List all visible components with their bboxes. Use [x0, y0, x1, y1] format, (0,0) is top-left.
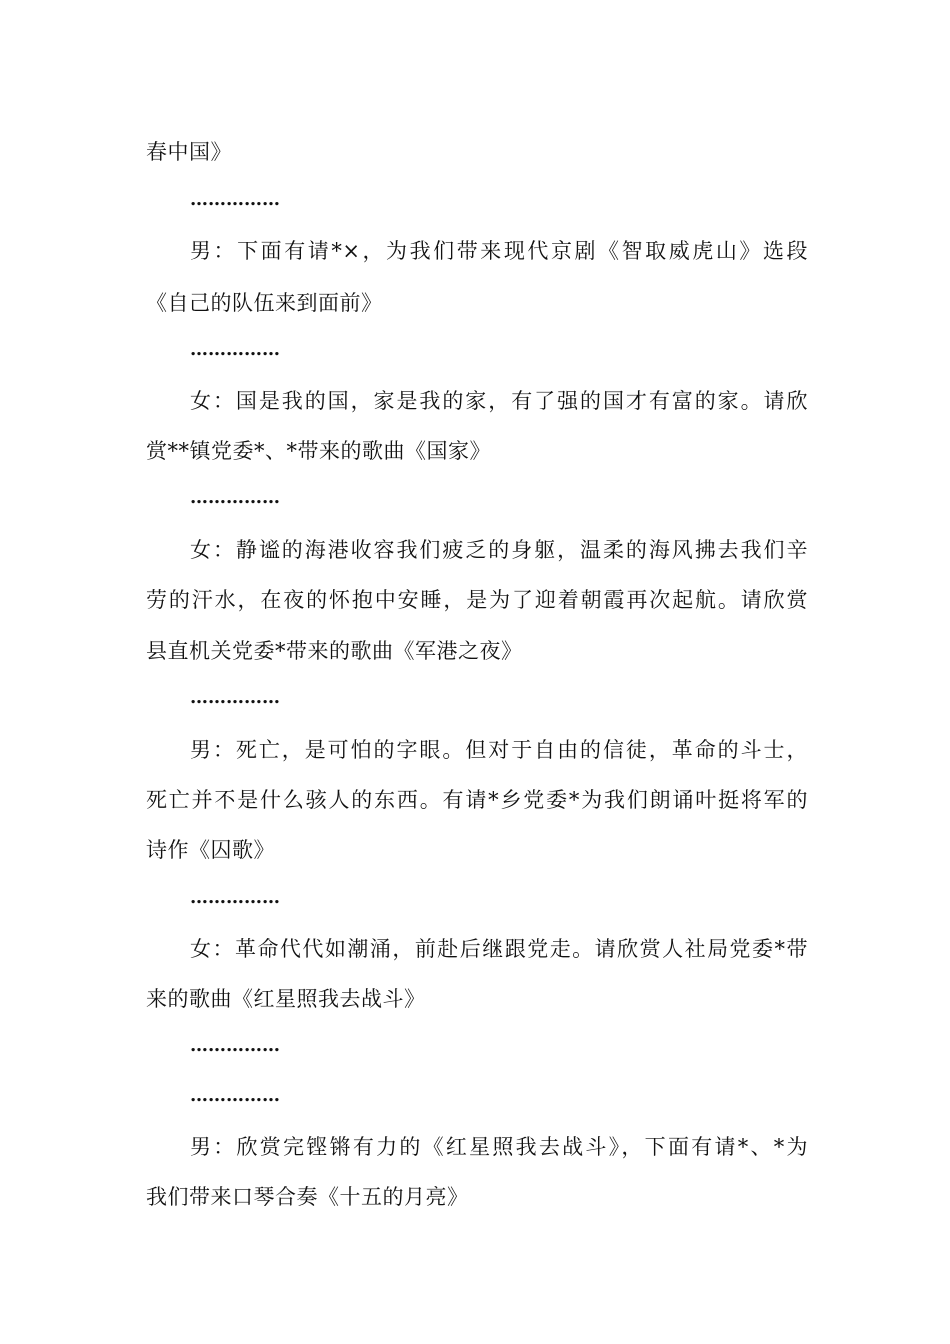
text-line: 女：国是我的国，家是我的家，有了强的国才有富的家。请欣 — [190, 389, 808, 413]
ellipsis-separator: …………… — [190, 189, 280, 210]
text-line: 春中国》 — [146, 140, 232, 164]
text-line: 县直机关党委*带来的歌曲《军港之夜》 — [146, 639, 523, 663]
ellipsis-separator: …………… — [190, 687, 280, 708]
text-line: 诗作《囚歌》 — [146, 838, 275, 862]
text-line: 我们带来口琴合奏《十五的月亮》 — [146, 1185, 469, 1209]
ellipsis-separator: …………… — [190, 339, 280, 360]
text-line: 劳的汗水，在夜的怀抱中安睡，是为了迎着朝霞再次起航。请欣赏 — [146, 588, 808, 612]
text-line: 男：下面有请*×，为我们带来现代京剧《智取威虎山》选段 — [190, 239, 808, 263]
text-line: 来的歌曲《红星照我去战斗》 — [146, 987, 426, 1011]
text-line: 女：革命代代如潮涌，前赴后继跟党走。请欣赏人社局党委*带 — [190, 937, 808, 961]
text-line: 死亡并不是什么骇人的东西。有请*乡党委*为我们朗诵叶挺将军的 — [146, 788, 808, 812]
ellipsis-separator: …………… — [190, 1085, 280, 1106]
ellipsis-separator: …………… — [190, 1035, 280, 1056]
ellipsis-separator: …………… — [190, 487, 280, 508]
ellipsis-separator: …………… — [190, 887, 280, 908]
text-line: 女：静谧的海港收容我们疲乏的身躯，温柔的海风拂去我们辛 — [190, 538, 808, 562]
text-line: 《自己的队伍来到面前》 — [146, 291, 383, 315]
text-line: 赏**镇党委*、*带来的歌曲《国家》 — [146, 439, 491, 463]
text-line: 男：死亡，是可怕的字眼。但对于自由的信徒，革命的斗士， — [190, 738, 808, 762]
text-line: 男：欣赏完铿锵有力的《红星照我去战斗》，下面有请*、*为 — [190, 1135, 808, 1159]
